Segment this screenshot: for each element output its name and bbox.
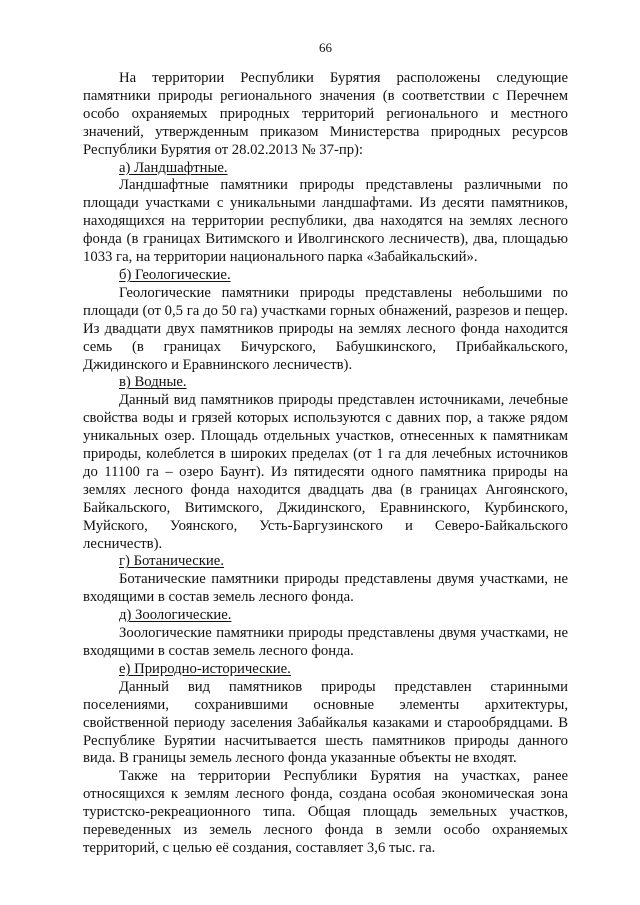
section-heading-geological: б) Геологические. <box>119 266 231 283</box>
section-heading-water: в) Водные. <box>119 374 187 391</box>
section-text-zoological: Зоологические памятники природы представлены двумя участками, не входящими в состав земель лесного фонда. <box>83 625 568 659</box>
page-number: 66 <box>319 40 332 55</box>
section-text-water: Данный вид памятников природы представлен источниками, лечебные свойства воды и грязей которых используются с давних пор, а также рядом уникальных озер. Площадь отдельных участков, отнесенных к памятникам природы, колеблется в широких пределах (от 1 га для лечебных источников до 11100 га – озеро Баунт). Из пятидесяти одного памятника природы на землях лесного фонда находится двадцать два (в границах Ангоянского, Байкальского, Витимского, Джидинского, Еравнинского, Курбинского, Муйского, Уоянского, Усть-Баргузинского и Северо-Байкальского лесничеств). <box>83 392 568 552</box>
section-heading-natural-historical: е) Природно-исторические. <box>119 660 291 677</box>
intro-paragraph: На территории Республики Бурятия расположены следующие памятники природы регионального значения (в соответствии с Перечнем особо охраняемых природных территорий регионального и местного значений, утвержденным приказом Министерства природных ресурсов Республики Бурятия от 28.02.2013 № 37-пр): <box>83 70 568 158</box>
section-heading-landscape: а) Ландшафтные. <box>119 159 228 176</box>
section-text-botanical: Ботанические памятники природы представлены двумя участками, не входящими в состав земель лесного фонда. <box>83 571 568 606</box>
section-heading-botanical: г) Ботанические. <box>119 553 224 570</box>
section-heading-zoological: д) Зоологические. <box>119 607 232 624</box>
closing-paragraph: Также на территории Республики Бурятия на участках, ранее относящихся к землям лесного фонда, создана особая экономическая зона туристско-рекреационного типа. Общая площадь земельных участков, переведенных из земель лесного фонда в земли особо охраняемых территорий, с целью её создания, составляет 3,6 тыс. га. <box>83 768 568 856</box>
section-text-landscape: Ландшафтные памятники природы представлены различными по площади участками с уникальными ландшафтами. Из десяти памятников, находящихся на территории республики, два находятся на землях лесного фонда (в границах Витимского и Иволгинского лесничеств), два, площадью 1033 га, на территории национального парка «Забайкальский». <box>83 177 568 266</box>
section-text-natural-historical: Данный вид памятников природы представлен старинными поселениями, сохранившими основные элементы архитектуры, свойственной периоду заселения Забайкалья казаками и старообрядцами. В Республике Бурятии насчитывается шесть памятников природы данного вида. В границы земель лесного фонда указанные объекты не входят. <box>83 678 568 767</box>
section-text-geological: Геологические памятники природы представлены небольшими по площади (от 0,5 га до 50 га) участками горных обнажений, разрезов и пещер. Из двадцати двух памятников природы на землях лесного фонда находится семь (в границах Бичурского, Бабушкинского, Прибайкальского, Джидинского и Еравнинского лесничеств). <box>83 284 568 373</box>
document-body <box>83 70 568 858</box>
